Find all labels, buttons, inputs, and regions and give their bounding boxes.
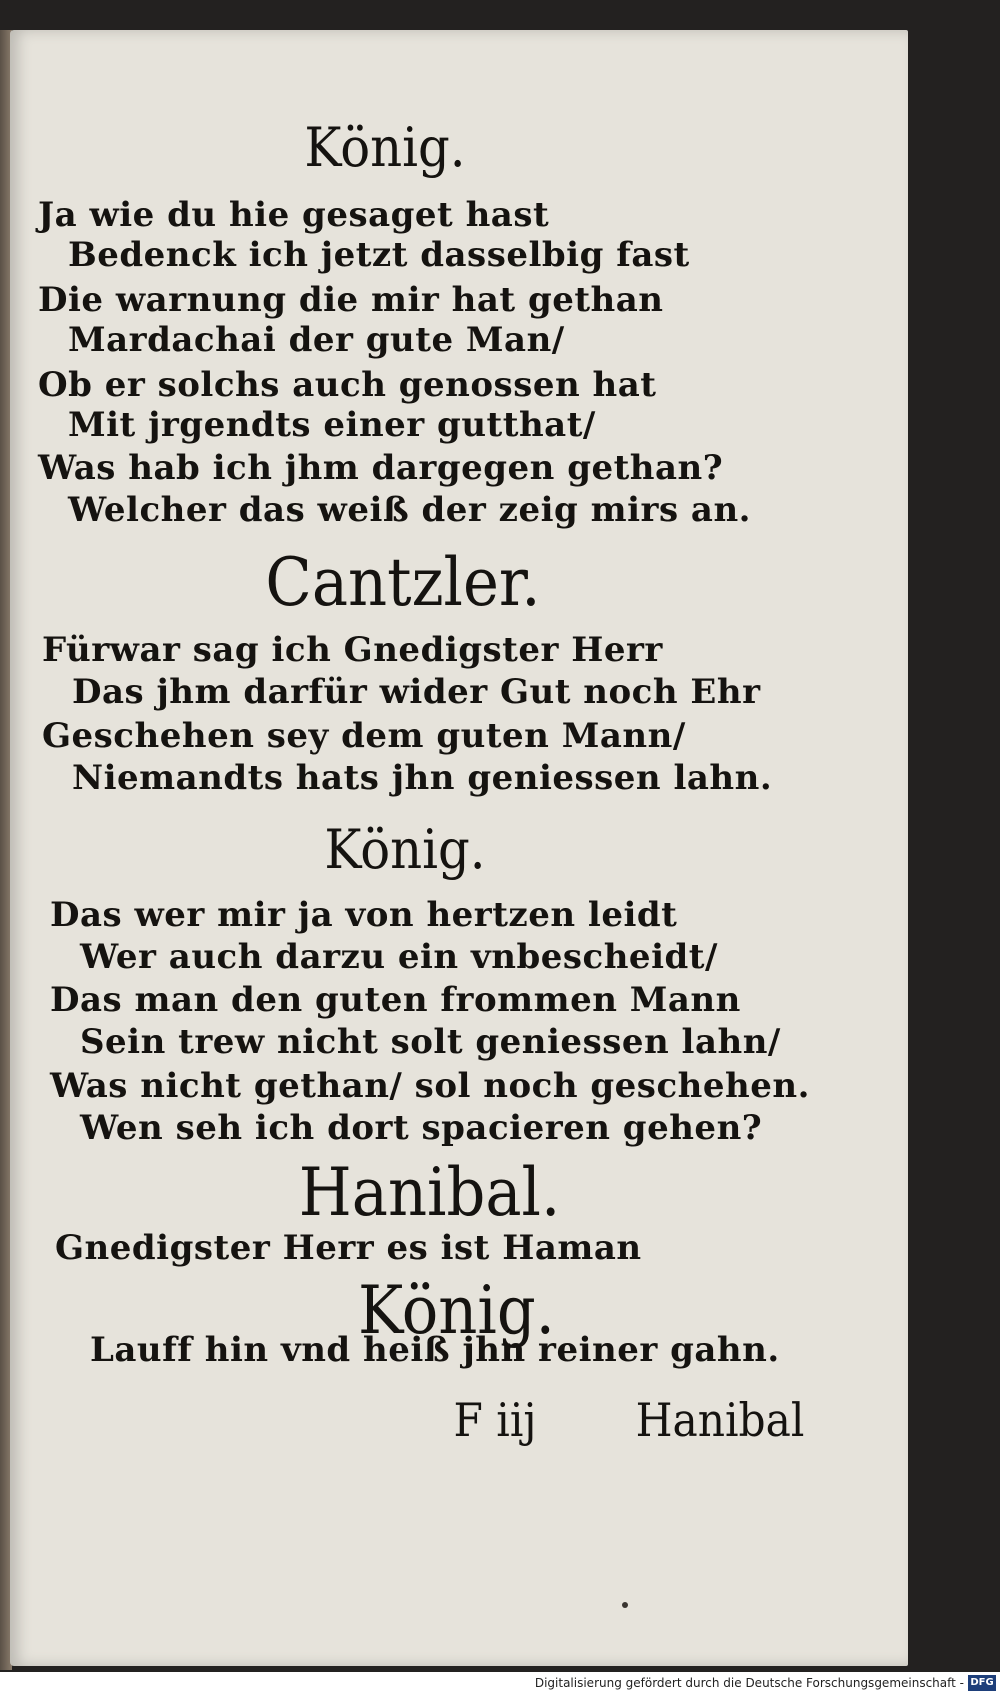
verse-line: Das man den guten frommen Mann	[50, 980, 741, 1020]
catchword: Hanibal	[635, 1393, 805, 1447]
verse-line: Das wer mir ja von hertzen leidt	[50, 895, 678, 935]
verse-line: Niemandts hats jhn geniessen lahn.	[72, 758, 773, 798]
verse-line: Das jhm darfür wider Gut noch Ehr	[72, 672, 761, 712]
verse-line: Was nicht gethan/ sol noch geschehen.	[50, 1066, 810, 1106]
verse-line: Geschehen sey dem guten Mann/	[42, 716, 686, 756]
speaker-heading: König.	[358, 1272, 555, 1349]
verse-line: Gnedigster Herr es ist Haman	[55, 1228, 642, 1268]
speaker-heading: König.	[304, 116, 466, 179]
verse-line: Wen seh ich dort spacieren gehen?	[80, 1108, 763, 1148]
verse-line: Sein trew nicht solt geniessen lahn/	[80, 1022, 781, 1062]
speaker-heading: Hanibal.	[298, 1154, 561, 1231]
verse-line: Mardachai der gute Man/	[68, 320, 565, 360]
verse-line: Lauff hin vnd heiß jhn reiner gahn.	[90, 1330, 780, 1370]
footer-credit: Digitalisierung gefördert durch die Deutsche Forschungsgemeinschaft -	[534, 1676, 964, 1690]
verse-line: Ja wie du hie gesaget hast	[38, 195, 550, 235]
speaker-heading: König.	[324, 818, 486, 881]
speaker-heading: Cantzler.	[265, 544, 541, 621]
book-page	[10, 30, 908, 1666]
verse-line: Bedenck ich jetzt dasselbig fast	[68, 235, 690, 275]
verse-line: Was hab ich jhm dargegen gethan?	[38, 448, 724, 488]
digitization-footer	[0, 1672, 1000, 1695]
verse-line: Wer auch darzu ein vnbescheidt/	[80, 937, 718, 977]
signature-mark: F iij	[453, 1393, 537, 1447]
verse-line: Welcher das weiß der zeig mirs an.	[68, 490, 752, 530]
verse-line: Mit jrgendts einer gutthat/	[68, 405, 596, 445]
verse-line: Die warnung die mir hat gethan	[38, 280, 664, 320]
ink-dot	[622, 1602, 628, 1608]
dfg-logo: DFG	[968, 1675, 996, 1691]
verse-line: Ob er solchs auch genossen hat	[38, 365, 657, 405]
verse-line: Fürwar sag ich Gnedigster Herr	[42, 630, 663, 670]
